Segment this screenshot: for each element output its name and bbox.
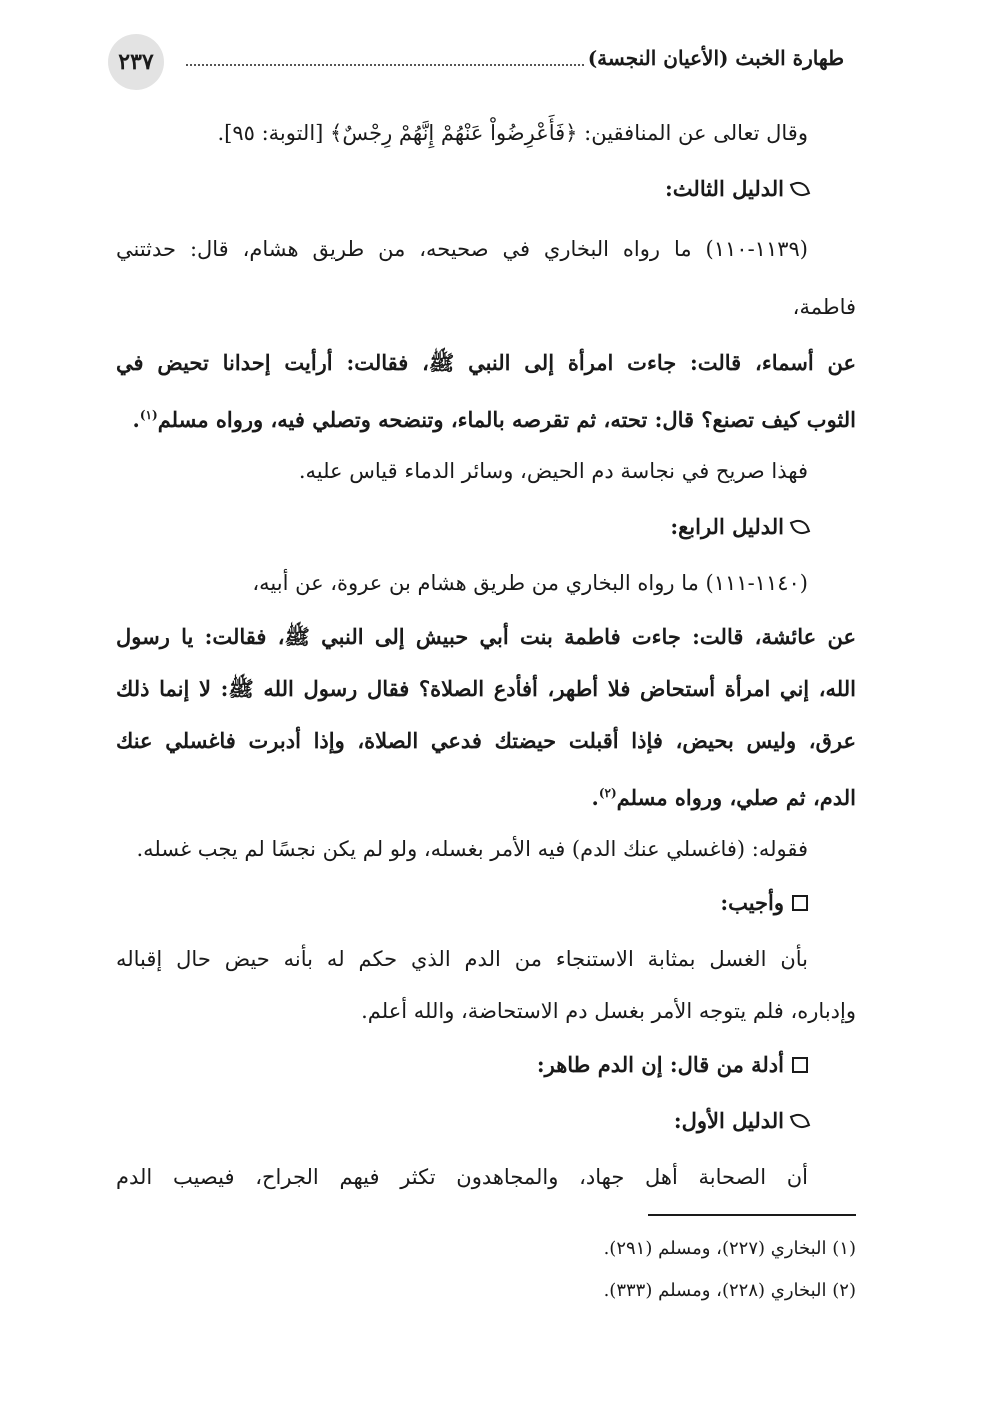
leaf-bullet-icon — [790, 1111, 811, 1132]
heading-answer — [116, 888, 856, 918]
hadith-1139-text-2-body: الثوب كيف تصنع؟ قال: تحته، ثم تقرصه بالماء، وتنضحه وتصلي فيه، ورواه مسلم — [157, 407, 856, 432]
hadith-1140-text-4-body: الدم، ثم صلي، ورواه مسلم — [616, 785, 856, 810]
hadith-1140-intro: (١١٤٠-١١١) ما رواه البخاري من طريق هشام بن عروة، عن أبيه، — [252, 571, 808, 595]
footnote-separator — [648, 1214, 856, 1216]
answer-line-1: بأن الغسل بمثابة الاستنجاء من الدم الذي حكم له بأنه حيض حال إقباله — [116, 947, 808, 971]
footnote-ref-2: (٢) — [598, 786, 617, 800]
heading-fourth-evidence — [116, 512, 856, 542]
heading-third-evidence — [116, 174, 856, 204]
hadith-1140-text-4 — [116, 778, 856, 813]
hadith-1139-intro: (١١٣٩-١١٠) ما رواه البخاري في صحيحه، من طريق هشام، قال: حدثتني — [116, 237, 808, 261]
first-evidence-text: أن الصحابة أهل جهاد، والمجاهدون تكثر فيهم الجراح، فيصيب الدم — [116, 1165, 808, 1189]
square-bullet-icon — [792, 1057, 808, 1073]
heading-text: الدليل الأول: — [673, 1108, 784, 1133]
page-header — [108, 34, 844, 96]
leaf-bullet-icon — [790, 517, 811, 538]
hadith-1140-text-3: عرق، وليس بحيض، فإذا أقبلت حيضتك فدعي الصلاة، وإذا أدبرت فاغسلي عنك — [116, 728, 856, 753]
heading-text: وأجيب: — [720, 890, 784, 915]
commentary-wash-line: فقوله: (فاغسلي عنك الدم) فيه الأمر بغسله، ولو لم يكن نجسًا لم يجب غسله. — [136, 837, 808, 861]
footnote-2: (٢) البخاري (٢٢٨)، ومسلم (٣٣٣). — [603, 1280, 856, 1301]
running-title: طهارة الخبث (الأعيان النجسة) — [584, 46, 844, 70]
hadith-1140-text-1: عن عائشة، قالت: جاءت فاطمة بنت أبي حبيش إلى النبي ﷺ، فقالت: يا رسول — [116, 624, 856, 649]
quran-quote-line: وقال تعالى عن المنافقين: ﴿فَأَعْرِضُواْ عَنْهُمْ إِنَّهُمْ رِجْسٌ﴾ [التوبة: ٩٥]. — [217, 121, 808, 145]
commentary-line: فهذا صريح في نجاسة دم الحيض، وسائر الدماء قياس عليه. — [298, 459, 808, 483]
heading-text: أدلة من قال: إن الدم طاهر: — [536, 1052, 784, 1077]
hadith-1139-text-2-end: . — [132, 407, 140, 432]
page-number: ٢٣٧ — [108, 34, 164, 90]
square-bullet-icon — [792, 895, 808, 911]
hadith-1140-text-2: الله، إني امرأة أستحاض فلا أطهر، أفأدع الصلاة؟ فقال رسول الله ﷺ: لا إنما ذلك — [116, 676, 856, 701]
footnote-ref-1: (١) — [139, 408, 158, 422]
hadith-1140-text-4-end: . — [591, 785, 599, 810]
heading-text: الدليل الرابع: — [670, 514, 784, 539]
hadith-1139-narrator: فاطمة، — [792, 295, 856, 319]
leaf-bullet-icon — [790, 179, 811, 200]
heading-pure-blood-evidence — [116, 1050, 856, 1080]
answer-line-2: وإدباره، فلم يتوجه الأمر بغسل دم الاستحاضة، والله أعلم. — [361, 999, 856, 1023]
footnote-1: (١) البخاري (٢٢٧)، ومسلم (٢٩١). — [603, 1238, 856, 1259]
heading-first-evidence — [116, 1106, 856, 1136]
hadith-1139-text-1: عن أسماء، قالت: جاءت امرأة إلى النبي ﷺ، فقالت: أرأيت إحدانا تحيض في — [116, 350, 856, 375]
heading-text: الدليل الثالث: — [665, 176, 784, 201]
hadith-1139-text-2 — [116, 400, 856, 435]
